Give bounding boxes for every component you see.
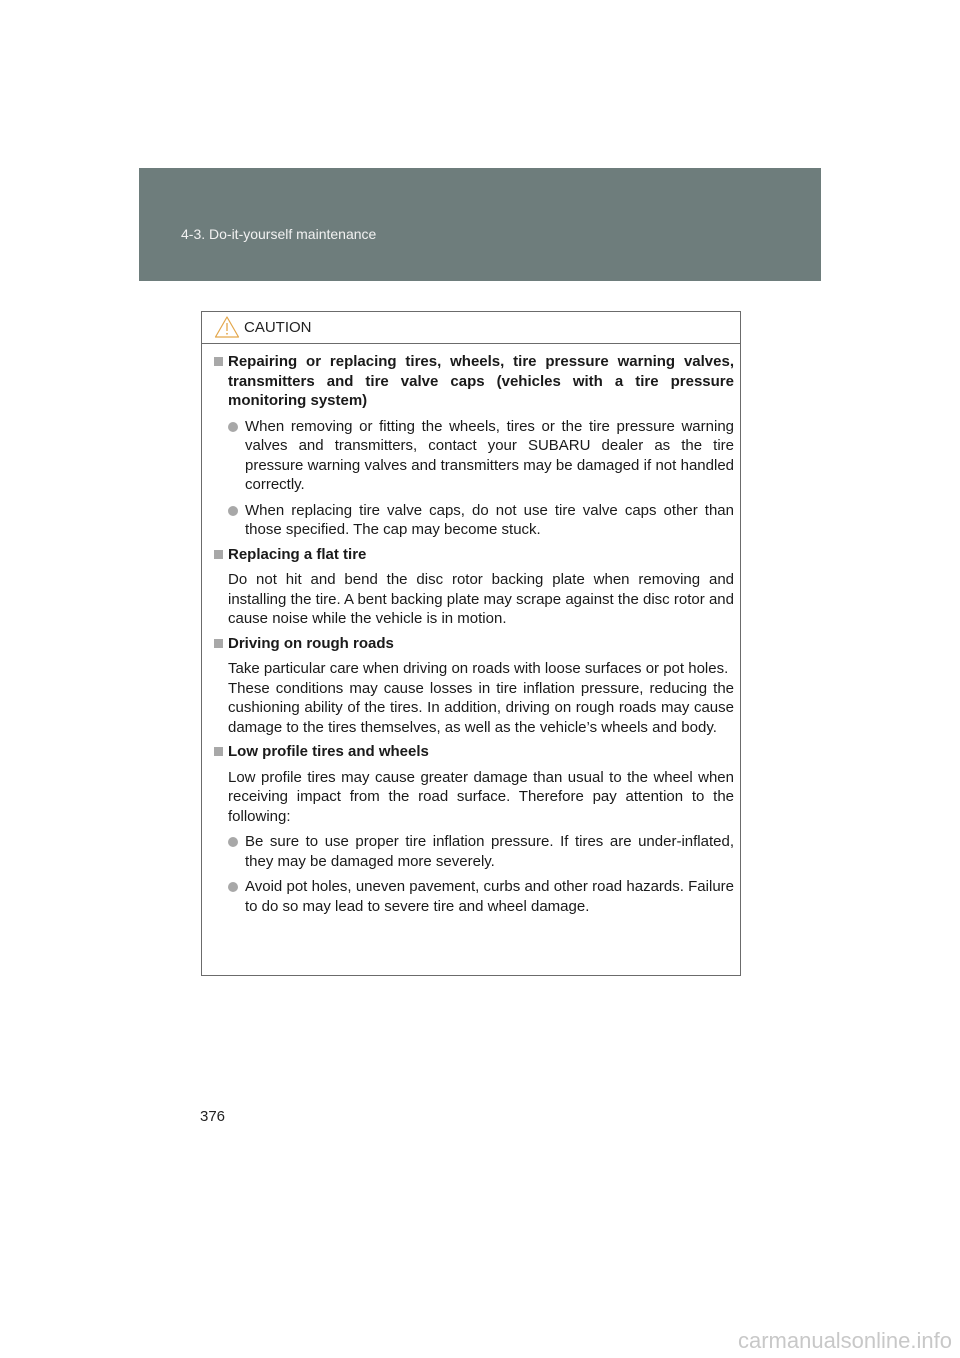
header-band (139, 168, 821, 281)
caution-label: CAUTION (244, 319, 312, 336)
round-bullet-icon (228, 506, 238, 516)
square-bullet-icon (214, 550, 223, 559)
warning-triangle-icon (214, 315, 240, 339)
topic-title-flat-tire: Replacing a flat tire (214, 545, 734, 565)
list-item: When removing or fitting the wheels, tires or the tire pressure warning valves and transmitters, contact your SUBARU dealer as the tire pressure warning valves and transmitters may be damaged if not handled correctly. (214, 417, 734, 495)
topic-title-repairing: Repairing or replacing tires, wheels, tire pressure warning valves, transmitters and tire valve caps (vehicles with a tire pressure monitoring system) (214, 352, 734, 411)
caution-box (201, 311, 741, 976)
round-bullet-icon (228, 837, 238, 847)
caution-header (202, 312, 740, 344)
section-title: 4-3. Do-it-yourself maintenance (181, 226, 377, 242)
watermark[interactable]: carmanualsonline.info (737, 1328, 952, 1353)
topic-text-rough-roads: Take particular care when driving on roads with loose surfaces or pot holes. These conditions may cause losses in tire inflation pressure, reducing the cushioning ability of the tires. In addition, driving on rough roads may cause damage to the tires themselves, as well as the vehicle’s wheels and body. (228, 660, 734, 736)
round-bullet-icon (228, 422, 238, 432)
topic-title-rough-roads: Driving on rough roads (214, 634, 734, 654)
round-bullet-icon (228, 882, 238, 892)
list-item: When replacing tire valve caps, do not use tire valve caps other than those specified. The cap may become stuck. (214, 501, 734, 540)
topic-text-flat-tire: Do not hit and bend the disc rotor backing plate when removing and installing the tire. A bent backing plate may scrape against the disc rotor and cause noise while the vehicle is in motion. (228, 571, 734, 627)
square-bullet-icon (214, 747, 223, 756)
topic-text-low-profile: Low profile tires may cause greater damage than usual to the wheel when receiving impact from the road surface. Therefore pay attention to the following: (228, 768, 734, 825)
topic-title-low-profile: Low profile tires and wheels (214, 742, 734, 762)
list-item: Be sure to use proper tire inflation pressure. If tires are under-inflated, they may be damaged more severely. (214, 832, 734, 871)
list-item: Avoid pot holes, uneven pavement, curbs and other road hazards. Failure to do so may lead to severe tire and wheel damage. (214, 877, 734, 916)
caution-body (202, 344, 740, 916)
square-bullet-icon (214, 357, 223, 366)
page-number: 376 (200, 1108, 226, 1125)
square-bullet-icon (214, 639, 223, 648)
